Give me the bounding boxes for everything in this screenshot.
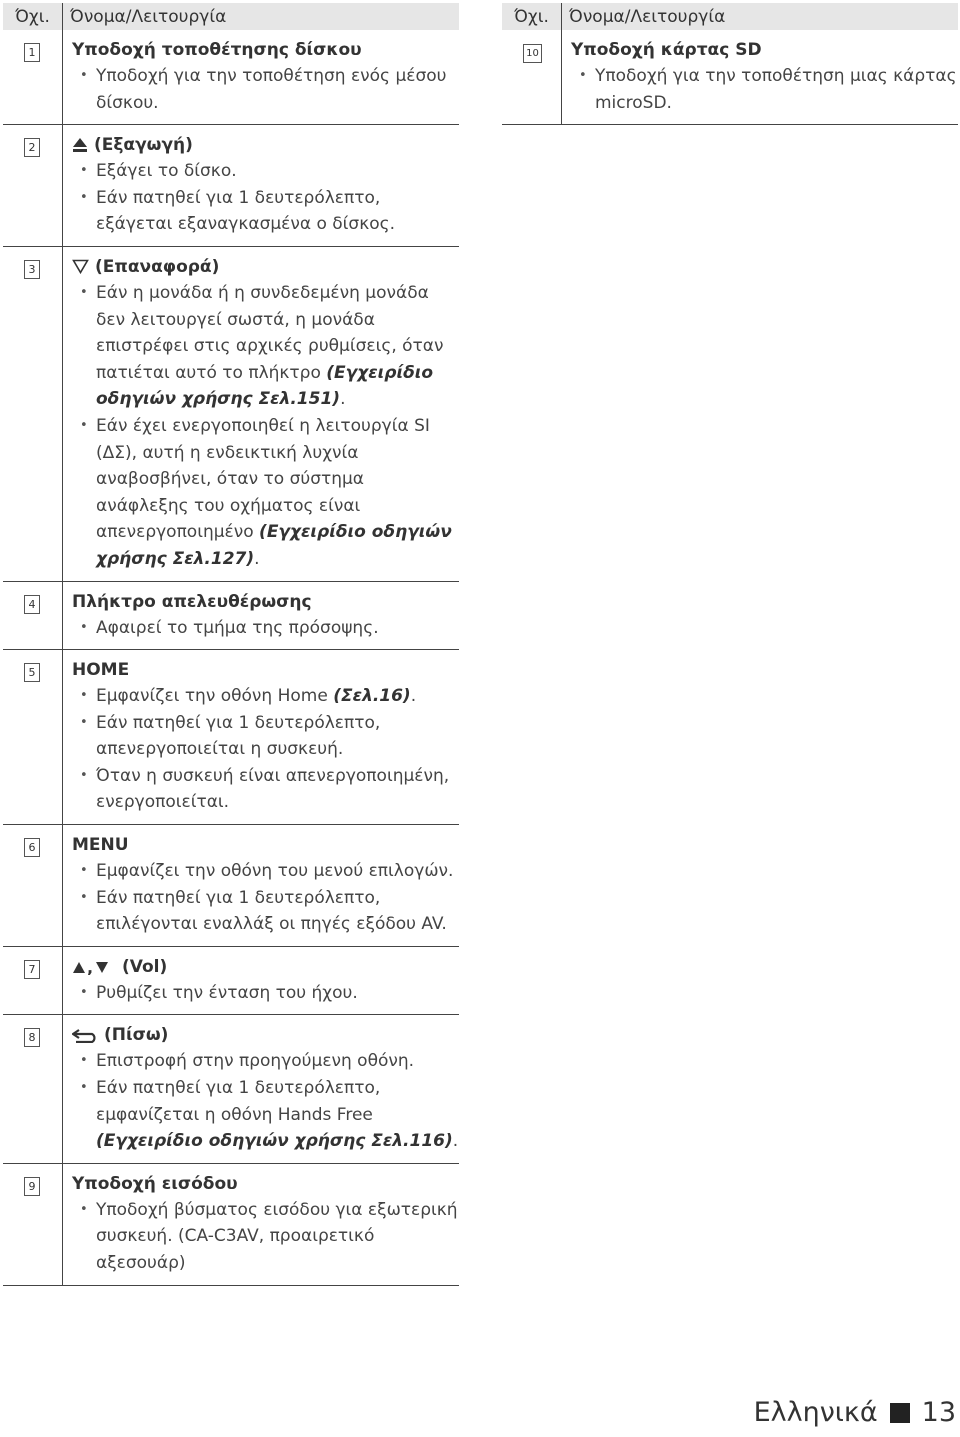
bullet-punctuation: .: [452, 1131, 459, 1152]
bullet-punctuation: .: [410, 686, 417, 707]
table-row: [3, 650, 459, 825]
table-row: [3, 30, 459, 125]
item-title: [72, 954, 459, 980]
bullet-item: [72, 1075, 459, 1155]
item-number: 7: [24, 960, 40, 979]
item-number: 6: [24, 838, 40, 857]
bullet-item: [72, 710, 459, 763]
item-description-cell: [63, 581, 460, 650]
bullet-text: Εμφανίζει την οθόνη του μενού επιλογών.: [96, 861, 454, 882]
table-row: [3, 125, 459, 247]
item-title-text: MENU: [72, 835, 129, 856]
item-number-cell: [3, 125, 63, 247]
item-title-text: Υποδοχή τοποθέτησης δίσκου: [72, 40, 362, 60]
item-number: 9: [24, 1177, 40, 1196]
table-row: [3, 246, 459, 581]
bullet-item: [72, 980, 459, 1007]
table-row: [502, 30, 958, 125]
table-row: [3, 1163, 459, 1285]
bullet-item: [72, 1197, 459, 1277]
item-number: 3: [24, 260, 40, 279]
item-number-cell: [3, 581, 63, 650]
table-row: [3, 581, 459, 650]
bullet-item: [72, 885, 459, 938]
page-reference: (Εγχειρίδιο οδηγιών χρήσης Σελ.127): [96, 522, 452, 569]
svg-text:,: ,: [87, 958, 94, 975]
bullet-text: Αφαιρεί το τμήμα της πρόσοψης.: [96, 617, 379, 638]
header-no: Όχι.: [3, 3, 63, 30]
item-description-cell: [63, 650, 460, 825]
bullet-text: Υποδοχή για την τοποθέτηση μιας κάρτας microSD.: [595, 66, 957, 113]
item-title: [72, 589, 459, 615]
bullet-item: [72, 858, 459, 885]
item-title-text: Υποδοχή κάρτας SD: [571, 40, 762, 60]
item-title: [72, 254, 459, 280]
item-number-cell: [3, 1015, 63, 1163]
square-marker-icon: [890, 1403, 910, 1423]
back-arrow-icon: [72, 1027, 98, 1043]
bullet-item: [72, 1048, 459, 1075]
item-title-text: HOME: [72, 660, 130, 681]
bullet-item: [571, 63, 958, 116]
bullet-punctuation: .: [254, 548, 260, 569]
item-number-cell: [3, 1163, 63, 1285]
table-row: [3, 825, 459, 947]
bullet-item: [72, 683, 459, 710]
page-reference: (Εγχειρίδιο οδηγιών χρήσης Σελ.116): [96, 1131, 453, 1152]
item-number-cell: [3, 246, 63, 581]
table-row: [3, 1015, 459, 1163]
page-reference: (Σελ.16): [333, 686, 411, 707]
item-number: 8: [24, 1028, 40, 1047]
item-description-cell: [63, 1015, 460, 1163]
bullet-text: Υποδοχή για την τοποθέτηση ενός μέσου δίσκου.: [96, 66, 447, 113]
item-number-cell: [3, 825, 63, 947]
bullet-item: [72, 185, 459, 238]
item-number: 4: [24, 595, 40, 614]
bullet-text: Υποδοχή βύσματος εισόδου για εξωτερική συσκευή. (CA-C3AV, προαιρετικό αξεσουάρ): [96, 1199, 458, 1273]
bullet-text: Εάν η μονάδα ή η συνδεδεμένη μονάδα δεν λειτουργεί σωστά, η μονάδα επιστρέφει στις αρχικές ρυθμίσεις, όταν πατιέται αυτό το πλήκτρο: [96, 282, 444, 383]
item-description-cell: [63, 30, 460, 125]
item-number-cell: [3, 946, 63, 1015]
item-title: [72, 657, 459, 683]
item-title-text: Υποδοχή εισόδου: [72, 1173, 238, 1194]
bullet-item: [72, 615, 459, 642]
table-row: [3, 946, 459, 1015]
bullet-text: Όταν η συσκευή είναι απενεργοποιημένη, ενεργοποιείται.: [96, 765, 450, 813]
item-description-cell: [63, 246, 460, 581]
bullet-text: Εάν πατηθεί για 1 δευτερόλεπτο, εξάγεται εξαναγκασμένα ο δίσκος.: [96, 187, 396, 235]
bullet-text: Εάν πατηθεί για 1 δευτερόλεπτο, απενεργοποιείται η συσκευή.: [96, 712, 381, 760]
item-number: 10: [523, 44, 542, 63]
header-name: Όνομα/Λειτουργία: [562, 3, 959, 30]
item-title: [72, 132, 459, 158]
bullet-item: [72, 413, 459, 573]
item-description-cell: [63, 946, 460, 1015]
page-footer: [754, 1397, 956, 1428]
reset-triangle-icon: [72, 259, 89, 274]
bullet-text: Εάν έχει ενεργοποιηθεί η λειτουργία SI (ΔΣ), αυτή η ενδεικτική λυχνία αναβοσβήνει, όταν το σύστημα ανάφλεξης του οχήματος είναι απενεργοποιημένο: [96, 415, 430, 543]
item-description-cell: [63, 825, 460, 947]
item-description-cell: [63, 125, 460, 247]
bullet-item: [72, 280, 459, 413]
parts-table-right: [502, 3, 958, 125]
item-number-cell: [3, 650, 63, 825]
item-number-cell: [3, 30, 63, 125]
item-title: [72, 832, 459, 858]
bullet-text: Εμφανίζει την οθόνη Home: [96, 686, 334, 707]
volume-arrows-icon: [72, 959, 116, 975]
item-title: [571, 37, 958, 63]
language-label: Ελληνικά: [753, 1397, 878, 1428]
table-header: [3, 3, 459, 30]
item-title-text: (Εξαγωγή): [94, 135, 193, 156]
item-title: [72, 1171, 459, 1197]
header-name: Όνομα/Λειτουργία: [63, 3, 460, 30]
bullet-text: Εάν πατηθεί για 1 δευτερόλεπτο, εμφανίζεται η οθόνη Hands Free: [96, 1078, 381, 1125]
bullet-text: Επιστροφή στην προηγούμενη οθόνη.: [96, 1051, 415, 1072]
eject-icon: [72, 137, 88, 153]
item-number: 1: [24, 43, 40, 62]
item-description-cell: [63, 1163, 460, 1285]
table-header: [502, 3, 958, 30]
bullet-text: Ρυθμίζει την ένταση του ήχου.: [96, 982, 358, 1003]
item-title-text: (Πίσω): [104, 1025, 169, 1046]
item-title: [72, 37, 459, 63]
bullet-text: Εάν πατηθεί για 1 δευτερόλεπτο, επιλέγονται εναλλάξ οι πηγές εξόδου AV.: [96, 887, 447, 935]
item-title: [72, 1022, 459, 1048]
bullet-item: [72, 63, 459, 116]
item-number: 2: [24, 138, 40, 157]
bullet-text: Εξάγει το δίσκο.: [96, 161, 237, 182]
bullet-item: [72, 763, 459, 816]
item-title-text: (Vol): [122, 956, 168, 977]
page-number: 13: [921, 1397, 956, 1428]
item-title-text: Πλήκτρο απελευθέρωσης: [72, 591, 312, 612]
page-reference: (Εγχειρίδιο οδηγιών χρήσης Σελ.151): [96, 362, 434, 410]
header-no: Όχι.: [502, 3, 562, 30]
bullet-punctuation: .: [340, 389, 346, 410]
item-number-cell: [502, 30, 562, 125]
parts-table-left: [3, 3, 459, 1286]
item-number: 5: [24, 663, 40, 682]
item-title-text: (Επαναφορά): [95, 256, 220, 277]
item-description-cell: [562, 30, 959, 125]
bullet-item: [72, 158, 459, 185]
